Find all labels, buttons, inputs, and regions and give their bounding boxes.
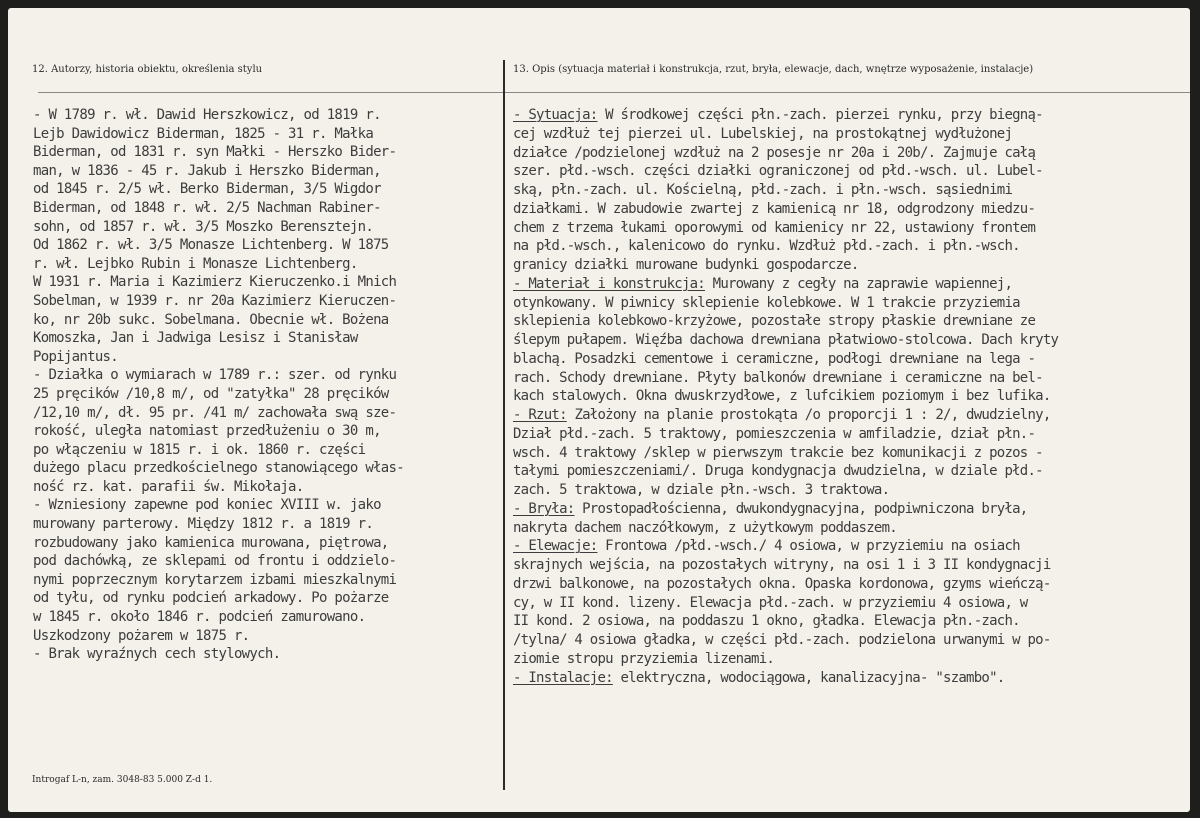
description-text: cej wzdłuż tej pierzei ul. Lubelskiej, na prostokątnej wydłużonej [513, 125, 1013, 142]
description-text: elektryczna, wodociągowa, kanalizacyjna- "szambo". [612, 669, 1005, 686]
description-line [513, 556, 1185, 575]
header-rule [38, 92, 1190, 93]
description-text: Frontowa /płd.-wsch./ 4 osiowa, w przyziemiu na osiach [597, 538, 1020, 555]
description-line [513, 200, 1185, 219]
description-text: chem z trzema łukami oporowymi od kamienicy nr 22, ustawiony frontem [513, 219, 1036, 236]
history-line: nymi poprzecznym korytarzem izbami mieszkalnymi [33, 571, 397, 588]
history-line: po włączeniu w 1815 r. i ok. 1860 r. części [33, 441, 366, 458]
history-line: Od 1862 r. wł. 3/5 Monasze Lichtenberg. W 1875 [33, 237, 389, 254]
left-column-header: 12. Autorzy, historia obiektu, określenia stylu [32, 64, 263, 75]
history-line: Biderman, od 1848 r. wł. 2/5 Nachman Rabiner- [33, 199, 381, 216]
history-line: - Brak wyraźnych cech stylowych. [33, 646, 281, 663]
history-line: ko, nr 20b sukc. Sobelmana. Obecnie wł. Bożena [33, 311, 389, 328]
description-text: działkami. W zabudowie zwartej z kamienicą nr 18, odgrodzony miedzu- [513, 200, 1036, 217]
description-line [513, 125, 1185, 144]
history-line: od tyłu, od rynku podcień arkadowy. Po pożarze [33, 590, 389, 607]
section-heading: - Materiał i konstrukcja: [513, 275, 705, 292]
section-heading: - Bryła: [513, 500, 575, 517]
description-text: skrajnych wejścia, na pozostałych witryny, na osi 1 i 3 II kondygnacji [513, 557, 1051, 573]
description-line [513, 444, 1185, 463]
description-text: Dział płd.-zach. 5 traktowy, pomieszczenia w amfiladzie, dział płn.- [513, 425, 1036, 442]
description-text: sklepienia kolebkowo-krzyżowe, pozostałe stropy płaskie drewniane ze [513, 313, 1036, 330]
history-line: Popijantus. [33, 348, 119, 365]
description-text: szer. płd.-wsch. części działki ograniczonej od płd.-wsch. ul. Lubel- [513, 163, 1043, 180]
description-line [513, 312, 1185, 331]
history-line: ność rz. kat. parafii św. Mikołaja. [33, 478, 304, 495]
section-heading: - Sytuacja: [513, 107, 598, 123]
description-text: Prostopadłościenna, dwukondygnacyjna, podpiwniczona bryła, [574, 500, 1028, 517]
section-heading: - Instalacje: [513, 669, 613, 686]
history-line: - Działka o wymiarach w 1789 r.: szer. od rynku [33, 367, 397, 384]
description-line [513, 106, 1185, 125]
description-text: nakryta dachem naczółkowym, z użytkowym poddaszem. [513, 519, 897, 536]
description-text: na płd.-wsch., kalenicowo do rynku. Wzdłuż płd.-zach. i płn.-wsch. [513, 238, 1020, 255]
description-text: ską, płn.-zach. ul. Kościelną, płd.-zach. i płn.-wsch. sąsiednimi [513, 182, 1013, 198]
description-text: drzwi balkonowe, na pozostałych okna. Opaska kordonowa, gzyms wieńczą- [513, 575, 1051, 592]
history-line: rozbudowany jako kamienica murowana, piętrowa, [33, 534, 389, 551]
history-line: Uszkodzony pożarem w 1875 r. [33, 627, 250, 644]
description-line [513, 575, 1185, 594]
history-line: - Wzniesiony zapewne pod koniec XVIII w. jako [33, 497, 381, 514]
history-line: sohn, od 1857 r. wł. 3/5 Moszko Berensztejn. [33, 218, 374, 235]
description-text: działce /podzielonej wzdłuż na 2 posesje nr 20a i 20b/. Zajmuje całą [513, 144, 1036, 161]
description-text: ziomie stropu przyziemia lizenami. [513, 650, 775, 667]
description-line [513, 612, 1185, 631]
history-line: rokość, uległa natomiast przedłużeniu o 30 m, [33, 423, 381, 440]
description-text: Murowany z cegły na zaprawie wapiennej, [704, 275, 1013, 292]
description-line [513, 294, 1185, 313]
description-text: ślepym pułapem. Więźba dachowa drewniana płatwiowo-stolcowa. Dach kryty [513, 332, 1059, 348]
description-line [513, 144, 1185, 163]
description-text: /tylna/ 4 osiowa gładka, w części płd.-zach. podzielona urwanymi w po- [513, 632, 1051, 648]
description-line [513, 406, 1185, 425]
description-text: Założony na planie prostokąta /o proporcji 1 : 2/, dwudzielny, [566, 407, 1051, 423]
description-text: otynkowany. W piwnicy sklepienie kolebkowe. W 1 trakcie przyziemia [513, 294, 1020, 311]
history-text-column [33, 106, 493, 664]
history-line: Biderman, od 1831 r. syn Małki - Herszko Bider- [33, 144, 397, 161]
history-line: Komoszka, Jan i Jadwiga Lesisz i Stanisław [33, 330, 358, 347]
history-line: W 1931 r. Maria i Kazimierz Kieruczenko.i Mnich [33, 274, 397, 291]
history-line: Sobelman, w 1939 r. nr 20a Kazimierz Kieruczen- [33, 292, 397, 309]
description-text: rach. Schody drewniane. Płyty balkonów drewniane i ceramiczne na bel- [513, 369, 1043, 386]
description-line [513, 369, 1185, 388]
description-text: zach. 5 traktowa, w dziale płn.-wsch. 3 traktowa. [513, 482, 890, 498]
history-line: /12,10 m/, dł. 95 pr. /41 m/ zachowała swą sze- [33, 404, 397, 421]
description-text: cy, w II kond. lizeny. Elewacja płd.-zach. w przyziemiu 4 osiowa, w [513, 594, 1028, 611]
right-column-header: 13. Opis (sytuacja materiał i konstrukcja, rzut, bryła, elewacje, dach, wnętrze wyposażenie, instalacje) [513, 64, 1034, 75]
description-line [513, 162, 1185, 181]
description-line [513, 237, 1185, 256]
history-line: 25 pręcików /10,8 m/, od "zatyłka" 28 pręcików [33, 385, 389, 402]
description-line [513, 219, 1185, 238]
description-line [513, 631, 1185, 650]
description-text: tałymi pomieszczeniami/. Druga kondygnacja dwudzielna, w dziale płd.- [513, 463, 1043, 480]
history-line: murowany parterowy. Między 1812 r. a 1819 r. [33, 516, 374, 533]
description-line [513, 256, 1185, 275]
description-text: blachą. Posadzki cementowe i ceramiczne, podłogi drewniane na lega - [513, 350, 1036, 367]
printer-footer: Introgaf L-n, zam. 3048-83 5.000 Z-d 1. [32, 775, 213, 785]
description-line [513, 275, 1185, 294]
description-line [513, 350, 1185, 369]
section-heading: - Elewacje: [513, 538, 598, 555]
description-line [513, 650, 1185, 669]
history-line: - W 1789 r. wł. Dawid Herszkowicz, od 1819 r. [33, 107, 381, 123]
description-line [513, 481, 1185, 500]
description-line [513, 425, 1185, 444]
description-text: granicy działki murowane budynki gospodarcze. [513, 257, 859, 273]
description-text-column [513, 106, 1185, 687]
description-text: W środkowej części płn.-zach. pierzei rynku, przy biegną- [597, 107, 1043, 123]
description-line [513, 181, 1185, 200]
description-line [513, 387, 1185, 406]
description-line [513, 462, 1185, 481]
history-line: Lejb Dawidowicz Biderman, 1825 - 31 r. Małka [33, 125, 374, 142]
description-line [513, 669, 1185, 688]
history-line: r. wł. Lejbko Rubin i Monasze Lichtenberg. [33, 255, 358, 272]
column-divider [503, 60, 505, 790]
history-line: pod dachówką, ze sklepami od frontu i oddzielo- [33, 553, 397, 570]
history-line: dużego placu przedkościelnego stanowiącego włas- [33, 460, 404, 477]
description-line [513, 519, 1185, 538]
description-line [513, 537, 1185, 556]
description-line [513, 331, 1185, 350]
section-heading: - Rzut: [513, 407, 567, 423]
description-text: II kond. 2 osiowa, na poddaszu 1 okno, gładka. Elewacja płn.-zach. [513, 613, 1020, 630]
description-line [513, 500, 1185, 519]
record-card [8, 8, 1190, 812]
history-line: w 1845 r. około 1846 r. podcień zamurowano. [33, 609, 366, 626]
description-text: kach stalowych. Okna dwuskrzydłowe, z lufcikiem poziomym i bez lufika. [513, 388, 1051, 405]
history-line: od 1845 r. 2/5 wł. Berko Biderman, 3/5 Wigdor [33, 181, 381, 198]
history-line: man, w 1836 - 45 r. Jakub i Herszko Biderman, [33, 162, 381, 179]
description-text: wsch. 4 traktowy /sklep w pierwszym trakcie bez komunikacji z pozos - [513, 444, 1043, 461]
description-line [513, 594, 1185, 613]
